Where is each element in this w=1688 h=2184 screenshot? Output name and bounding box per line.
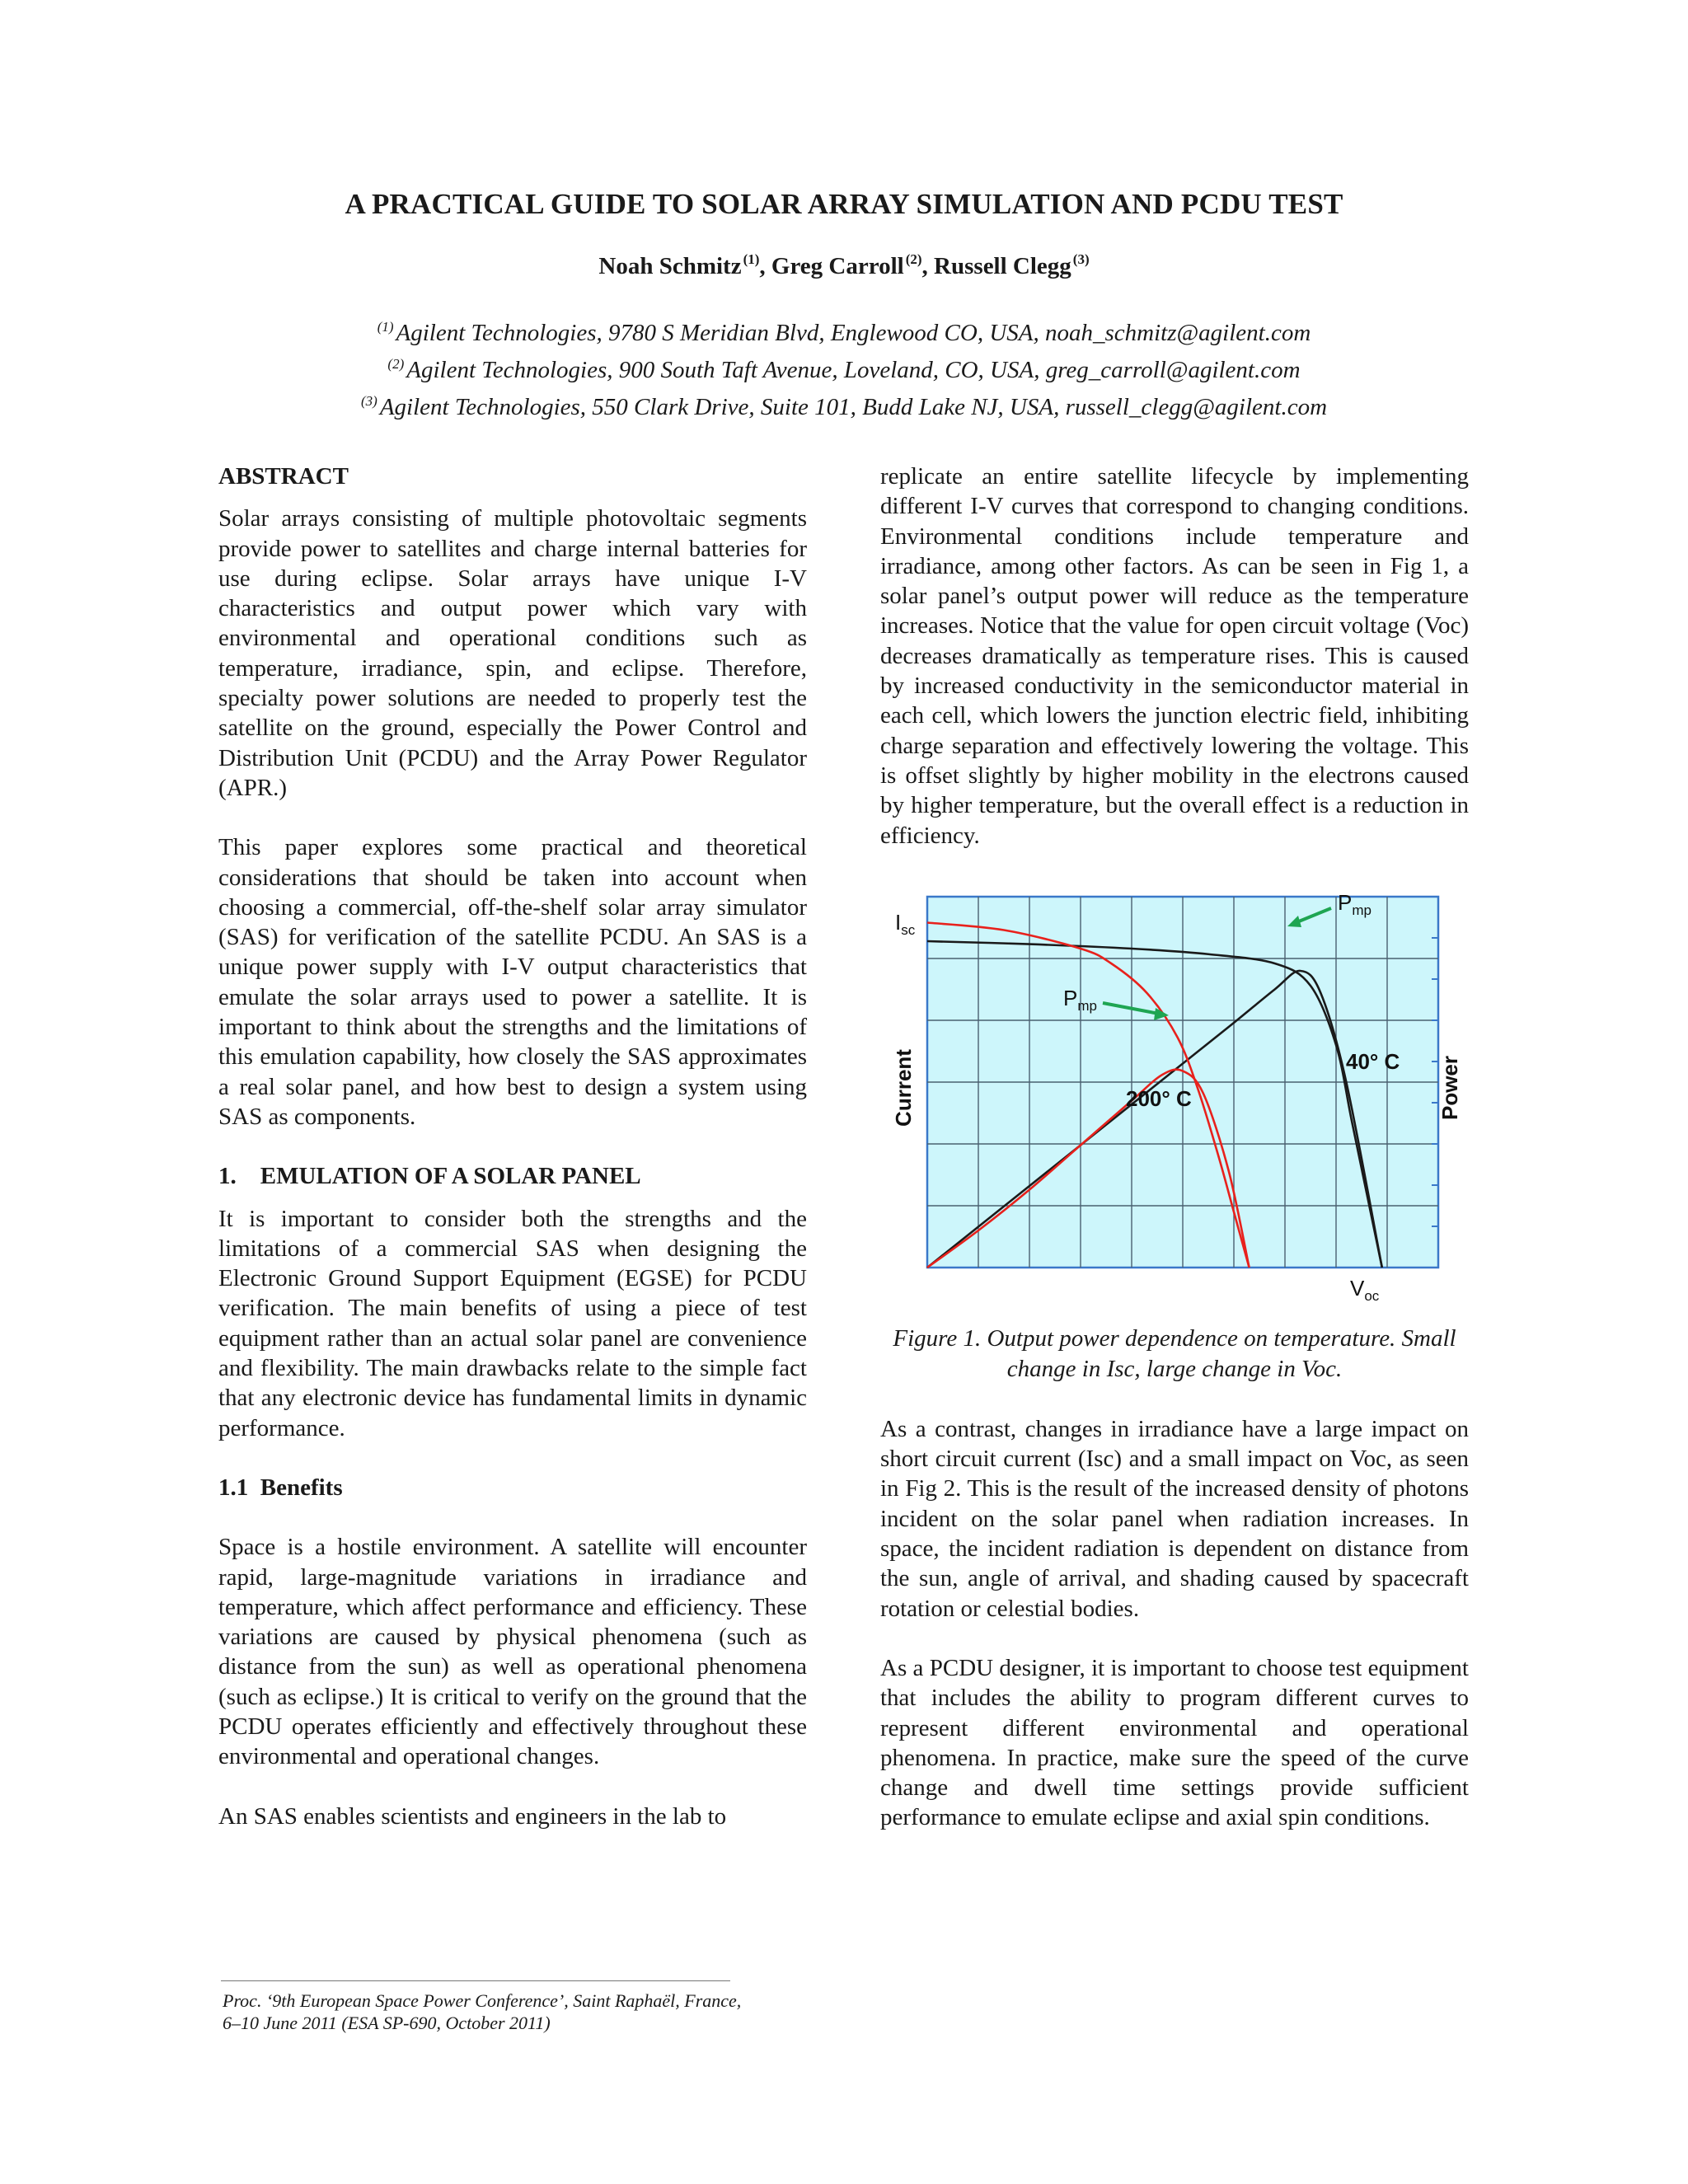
benefits-paragraph-2: An SAS enables scientists and engineers in the lab to [218, 1802, 727, 1830]
pmp-label-200: $P_{mp}$ [1063, 985, 1097, 1014]
footnote-rule [221, 1980, 730, 1981]
benefits-paragraph-1: Space is a hostile environment. A satellite will encounter rapid, large-magnitude variations in irradiance and temperature, which affect performance and efficiency. These variations are caused by physical phenomena (such as distance from the sun) as well as operational phenomena (such as eclipse.) It is critical to verify on the ground that the PCDU operates efficiently and effectively throughout these environmental and operational changes. [218, 1534, 807, 1770]
footnote-line-1: Proc. ‘9th European Space Power Conference’, Saint Raphaël, France, [223, 1990, 742, 2011]
author-1: Noah Schmitz $^{(1)}$, [598, 251, 771, 279]
affiliations [0, 312, 1688, 423]
author-line [0, 251, 1688, 280]
iv-curve-chart [880, 890, 1469, 1319]
affiliation-2: $^{(2)}$ Agilent Technologies, 900 South Taft Avenue, Loveland, CO, USA, greg_carroll@agilent.com [387, 356, 1301, 383]
author-3: Russell Clegg $^{(3)}$ [934, 251, 1090, 279]
temp-label-40: 40° C [1346, 1048, 1400, 1074]
abstract-heading: ABSTRACT [218, 463, 349, 490]
right-paragraph-2: As a contrast, changes in irradiance have a large impact on short circuit current (Isc) and a small impact on Voc, as seen in Fig 2. This is the result of the increased density of photons incident on the solar panel when radiation increases. In space, the incident radiation is dependent on distance from the sun, angle of arrival, and shading caused by spacecraft rotation or celestial bodies. [880, 1415, 1469, 1622]
footnote [223, 1990, 849, 2034]
figure-1-caption: Figure 1. Output power dependence on temperature. Small change in Isc, large change in Voc. [893, 1324, 1456, 1382]
temp-label-200: 200° C [1126, 1085, 1192, 1111]
right-paragraph-1: replicate an entire satellite lifecycle by implementing different I-V curves that correspond to changing conditions. Environmental conditions include temperature and irradiance, among other factors. As can be seen in Fig 1, a solar panel’s output power will reduce as the temperature increases. Notice that the value for open circuit voltage (Voc) decreases dramatically as temperature rises. This is caused by increased conductivity in the semiconductor material in each cell, which lowers the junction electric field, inhibiting charge separation and effectively lowering the voltage. This is offset slightly by higher mobility in the electrons caused by higher temperature, but the overall effect is a reduction in efficiency. [880, 463, 1469, 849]
y-axis-label: Current [891, 1048, 916, 1127]
abstract-paragraph-1: Solar arrays consisting of multiple photovoltaic segments provide power to satellites and charge internal batteries for use during eclipse. Solar arrays have unique I-V characteristics and output power which vary with environmental and operational conditions such as temperature, irradiance, spin, and eclipse. Therefore, specialty power solutions are needed to properly test the satellite on the ground, especially the Power Control and Distribution Unit (PCDU) and the Array Power Regulator (APR.) [218, 505, 807, 801]
right-column [880, 462, 1469, 1833]
abstract-paragraph-2: This paper explores some practical and theoretical considerations that should be taken into account when choosing a commercial, off-the-shelf solar array simulator (SAS) for verification of the satellite PCDU. An SAS is a unique power supply with I-V output characteristics that emulate the solar arrays used to power a satellite. It is important to think about the strengths and the limitations of this emulation capability, how closely the SAS approximates a real solar panel, and how best to design a system using SAS as components. [218, 834, 807, 1130]
affiliation-1: $^{(1)}$ Agilent Technologies, 9780 S Meridian Blvd, Englewood CO, USA, noah_schmitz@agilent.com [377, 319, 1311, 346]
affiliation-3: $^{(3)}$ Agilent Technologies, 550 Clark Drive, Suite 101, Budd Lake NJ, USA, russell_clegg@agilent.com [360, 393, 1328, 420]
footnote-line-2: 6–10 June 2011 (ESA SP-690, October 2011) [223, 2013, 551, 2033]
figure-1 [880, 890, 1469, 1319]
author-2: Greg Carroll $^{(2)}$, [771, 251, 935, 279]
voc-label: $V_{oc}$ [1350, 1275, 1380, 1304]
y2-axis-label: Power [1437, 1055, 1462, 1120]
isc-label: $I_{sc}$ [895, 909, 916, 938]
left-column [218, 462, 807, 1831]
section-1-1-heading: 1.1 Benefits [218, 1474, 343, 1501]
pmp-label-40: $P_{mp}$ [1338, 889, 1372, 918]
right-paragraph-3: As a PCDU designer, it is important to choose test equipment that includes the ability to program different curves to represent different environmental and operational phenomena. In practice, make sure the speed of the curve change and dwell time settings provide sufficient performance to emulate eclipse and axial spin conditions. [880, 1654, 1469, 1831]
paper-title: A PRACTICAL GUIDE TO SOLAR ARRAY SIMULATION AND PCDU TEST [345, 188, 1343, 220]
section-1-heading: 1. EMULATION OF A SOLAR PANEL [218, 1163, 641, 1190]
section-1-paragraph: It is important to consider both the strengths and the limitations of a commercial SAS when designing the Electronic Ground Support Equipment (EGSE) for PCDU verification. The main benefits of using a piece of test equipment rather than an actual solar panel are convenience and flexibility. The main drawbacks relate to the simple fact that any electronic device has fundamental limits in dynamic performance. [218, 1205, 807, 1441]
